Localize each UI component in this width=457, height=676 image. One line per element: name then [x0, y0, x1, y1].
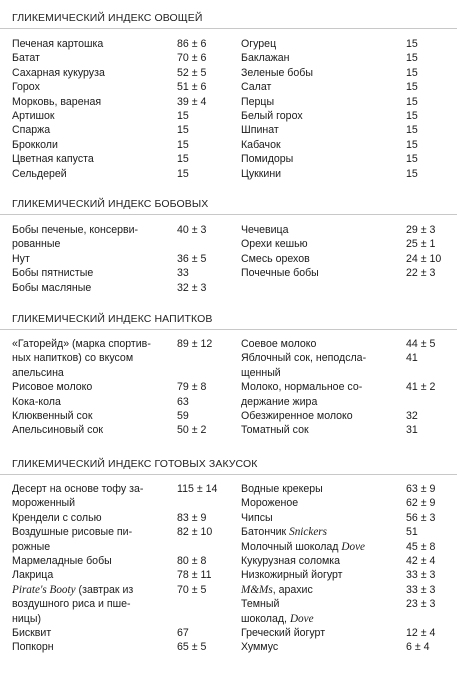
- gi-value: 52 ± 5: [177, 66, 207, 79]
- food-name: [12, 380, 92, 394]
- food-name: [241, 423, 309, 437]
- gi-value: 15: [177, 167, 189, 180]
- gi-value: 25 ± 1: [406, 238, 436, 251]
- food-name-line: Орехи кешью: [241, 238, 308, 251]
- food-name-line: Молоко, нормальное со-: [241, 381, 363, 394]
- gi-value: 82 ± 10: [177, 526, 213, 539]
- gi-value: 15: [177, 110, 189, 122]
- food-name: [241, 525, 327, 539]
- food-name-line: Бобы печеные, консерви-: [12, 224, 139, 236]
- gi-value: 15: [406, 95, 418, 108]
- gi-value: 44 ± 5: [406, 338, 436, 350]
- food-name-line: Цветная капуста: [12, 153, 94, 166]
- gi-value: 70 ± 5: [177, 583, 207, 596]
- food-name-line: Pirate's Booty (завтрак из: [12, 583, 134, 596]
- food-name-line: Низкожирный йогурт: [241, 569, 343, 582]
- food-name: [241, 351, 366, 380]
- food-name: [12, 109, 55, 123]
- food-name-line: апельсина: [12, 366, 64, 379]
- food-name: [241, 80, 271, 94]
- food-name-line: Печеная картошка: [12, 38, 104, 50]
- food-name-line: Томатный сок: [241, 424, 309, 437]
- food-name-line: Мороженое: [241, 497, 299, 510]
- food-name-line: Перцы: [241, 95, 275, 108]
- food-name: [241, 583, 313, 597]
- food-name: [12, 395, 61, 409]
- gi-value: 15: [406, 153, 418, 166]
- gi-value: 12 ± 4: [406, 627, 436, 639]
- gi-value: 15: [406, 81, 418, 94]
- gi-value: 6 ± 4: [406, 641, 430, 654]
- gi-value: 115 ± 14: [177, 483, 218, 495]
- gi-value: 23 ± 3: [406, 598, 436, 611]
- gi-value: 32: [406, 410, 418, 422]
- gi-value: 15: [177, 124, 189, 137]
- gi-value: 45 ± 8: [406, 540, 436, 553]
- section-title: ГЛИКЕМИЧЕСКИЙ ИНДЕКС БОБОВЫХ: [12, 198, 209, 210]
- gi-value: 40 ± 3: [177, 224, 207, 236]
- gi-value: 33 ± 3: [406, 569, 436, 582]
- food-name-line: рожные: [12, 540, 51, 553]
- food-name-line: Брокколи: [12, 138, 58, 151]
- gi-value: 15: [406, 38, 418, 50]
- gi-value: 65 ± 5: [177, 641, 207, 654]
- food-name: [12, 281, 91, 295]
- food-name: [12, 554, 112, 568]
- food-name: [241, 540, 365, 554]
- food-name: [241, 568, 343, 582]
- food-name: [241, 167, 281, 181]
- gi-value: 83 ± 9: [177, 511, 207, 524]
- section-title: ГЛИКЕМИЧЕСКИЙ ИНДЕКС ГОТОВЫХ ЗАКУСОК: [12, 458, 258, 470]
- food-name: [12, 123, 50, 137]
- food-name-line: Батончик Snickers: [241, 526, 328, 539]
- food-name: [241, 597, 314, 626]
- food-name-line: Хуммус: [241, 641, 279, 654]
- food-name-line: Лакрица: [12, 569, 54, 582]
- gi-value: 41: [406, 352, 418, 365]
- food-name: [241, 138, 281, 152]
- gi-value: 86 ± 6: [177, 38, 207, 50]
- food-name-line: Белый горох: [241, 110, 303, 122]
- gi-value: 15: [406, 110, 418, 122]
- gi-value: 15: [406, 167, 418, 180]
- food-name-line: Салат: [241, 81, 272, 94]
- gi-value: 67: [177, 627, 189, 639]
- section-divider: [0, 28, 457, 29]
- food-name: [12, 409, 92, 423]
- food-name-line: «Гаторейд» (марка спортив-: [12, 338, 151, 350]
- food-name: [12, 511, 102, 525]
- food-name-line: Кабачок: [241, 138, 281, 151]
- section-title: ГЛИКЕМИЧЕСКИЙ ИНДЕКС ОВОЩЕЙ: [12, 12, 203, 24]
- food-name: [241, 554, 340, 568]
- food-name-line: Водные крекеры: [241, 483, 323, 495]
- food-name-line: Соевое молоко: [241, 338, 317, 350]
- gi-value: 36 ± 5: [177, 252, 207, 265]
- gi-value: 62 ± 9: [406, 497, 436, 510]
- section-divider: [0, 474, 457, 475]
- food-name: [241, 123, 279, 137]
- food-name-line: Нут: [12, 252, 30, 265]
- food-name-line: Помидоры: [241, 153, 294, 166]
- food-name: [12, 167, 67, 181]
- food-name-line: Крендели с солью: [12, 511, 102, 524]
- food-name: [241, 51, 290, 65]
- gi-value: 32 ± 3: [177, 281, 207, 294]
- food-name: [241, 152, 293, 166]
- food-name-line: Молочный шоколад Dove: [241, 540, 366, 553]
- food-name-line: M&Ms, арахис: [241, 583, 313, 596]
- food-name: [12, 525, 132, 554]
- food-name-line: Кукурузная соломка: [241, 555, 341, 567]
- gi-value: 51: [406, 526, 418, 539]
- food-name-line: Морковь, вареная: [12, 95, 102, 108]
- food-name: [241, 482, 323, 496]
- food-name-line: Смесь орехов: [241, 252, 310, 265]
- food-name-line: Рисовое молоко: [12, 381, 93, 394]
- gi-value: 89 ± 12: [177, 338, 213, 350]
- food-name: [12, 423, 103, 437]
- gi-value: 78 ± 11: [177, 569, 212, 582]
- food-name: [12, 266, 93, 280]
- food-name: [241, 266, 319, 280]
- gi-value: 15: [406, 66, 418, 79]
- gi-value: 15: [406, 124, 418, 137]
- gi-value: 24 ± 10: [406, 252, 442, 265]
- gi-value: 15: [406, 138, 418, 151]
- food-name-line: Воздушные рисовые пи-: [12, 526, 133, 539]
- food-name-line: Кока-кола: [12, 395, 61, 408]
- food-name: [12, 95, 101, 109]
- food-name-line: Бисквит: [12, 627, 52, 639]
- food-name: [12, 626, 51, 640]
- gi-value: 50 ± 2: [177, 424, 207, 437]
- food-name-line: воздушного риса и пше-: [12, 598, 131, 611]
- food-name-line: Чипсы: [241, 511, 273, 524]
- gi-value: 39 ± 4: [177, 95, 207, 108]
- food-name-line: ницы): [12, 612, 41, 625]
- food-name-line: Сахарная кукуруза: [12, 66, 105, 79]
- food-name: [241, 511, 273, 525]
- food-name-line: Яблочный сок, неподсла-: [241, 352, 367, 365]
- food-name: [12, 640, 54, 654]
- food-name: [12, 138, 58, 152]
- food-name: [12, 37, 103, 51]
- gi-value: 51 ± 6: [177, 81, 207, 94]
- gi-value: 33 ± 3: [406, 583, 436, 596]
- gi-value: 15: [177, 153, 189, 166]
- food-name-line: Сельдерей: [12, 167, 67, 180]
- gi-value: 31: [406, 424, 418, 437]
- food-name: [12, 337, 151, 380]
- food-name: [241, 37, 276, 51]
- gi-value: 63: [177, 395, 189, 408]
- food-name: [12, 51, 40, 65]
- food-name-line: щенный: [241, 366, 281, 379]
- gi-value: 56 ± 3: [406, 511, 436, 524]
- gi-value: 80 ± 8: [177, 555, 207, 567]
- gi-value: 29 ± 3: [406, 224, 436, 236]
- gi-value: 63 ± 9: [406, 483, 436, 495]
- food-name: [241, 626, 325, 640]
- food-name-line: Греческий йогурт: [241, 627, 326, 639]
- food-name-line: Огурец: [241, 38, 277, 50]
- gi-value: 79 ± 8: [177, 381, 207, 394]
- gi-value: 33: [177, 267, 189, 280]
- food-name: [241, 252, 310, 266]
- food-name-line: Апельсиновый сок: [12, 424, 104, 437]
- food-name: [12, 583, 133, 626]
- gi-value: 15: [177, 138, 189, 151]
- food-name-line: ных напитков) со вкусом: [12, 352, 134, 365]
- food-name-line: Цуккини: [241, 167, 282, 180]
- food-name: [241, 380, 362, 409]
- gi-value: 42 ± 4: [406, 555, 436, 567]
- food-name-line: мороженный: [12, 497, 76, 510]
- food-name-line: Чечевица: [241, 224, 289, 236]
- food-name-line: Почечные бобы: [241, 267, 319, 280]
- food-name: [241, 109, 303, 123]
- section-divider: [0, 214, 457, 215]
- food-name-line: Бобы масляные: [12, 281, 92, 294]
- food-name: [241, 237, 308, 251]
- food-name: [241, 337, 316, 351]
- food-name-line: Горох: [12, 81, 40, 94]
- gi-value: 41 ± 2: [406, 381, 436, 394]
- section-title: ГЛИКЕМИЧЕСКИЙ ИНДЕКС НАПИТКОВ: [12, 313, 213, 325]
- food-name: [241, 640, 278, 654]
- food-name: [241, 95, 274, 109]
- food-name-line: Клюквенный сок: [12, 410, 93, 422]
- section-divider: [0, 329, 457, 330]
- food-name-line: рованные: [12, 238, 61, 251]
- food-name: [12, 223, 138, 252]
- food-name-line: Мармеладные бобы: [12, 555, 112, 567]
- food-name-line: держание жира: [241, 395, 318, 408]
- gi-value: 70 ± 6: [177, 52, 207, 65]
- food-name-line: Обезжиренное молоко: [241, 410, 353, 422]
- food-name: [12, 252, 30, 266]
- food-name: [241, 409, 353, 423]
- food-name-line: Батат: [12, 52, 40, 65]
- food-name: [12, 482, 143, 511]
- food-name-line: Баклажан: [241, 52, 290, 65]
- food-name: [12, 568, 53, 582]
- gi-value: 15: [406, 52, 418, 65]
- food-name-line: Десерт на основе тофу за-: [12, 483, 144, 495]
- gi-value: 59: [177, 410, 189, 422]
- food-name: [241, 223, 289, 237]
- food-name: [241, 496, 298, 510]
- food-name-line: Зеленые бобы: [241, 66, 313, 79]
- food-name-line: шоколад, Dove: [241, 612, 314, 625]
- food-name-line: Спаржа: [12, 124, 51, 137]
- food-name-line: Шпинат: [241, 124, 279, 137]
- food-name: [12, 66, 105, 80]
- food-name-line: Темный: [241, 598, 280, 611]
- food-name-line: Попкорн: [12, 641, 54, 654]
- food-name: [241, 66, 313, 80]
- food-name: [12, 152, 94, 166]
- gi-value: 22 ± 3: [406, 267, 436, 280]
- food-name-line: Артишок: [12, 110, 55, 122]
- food-name: [12, 80, 40, 94]
- food-name-line: Бобы пятнистые: [12, 267, 94, 280]
